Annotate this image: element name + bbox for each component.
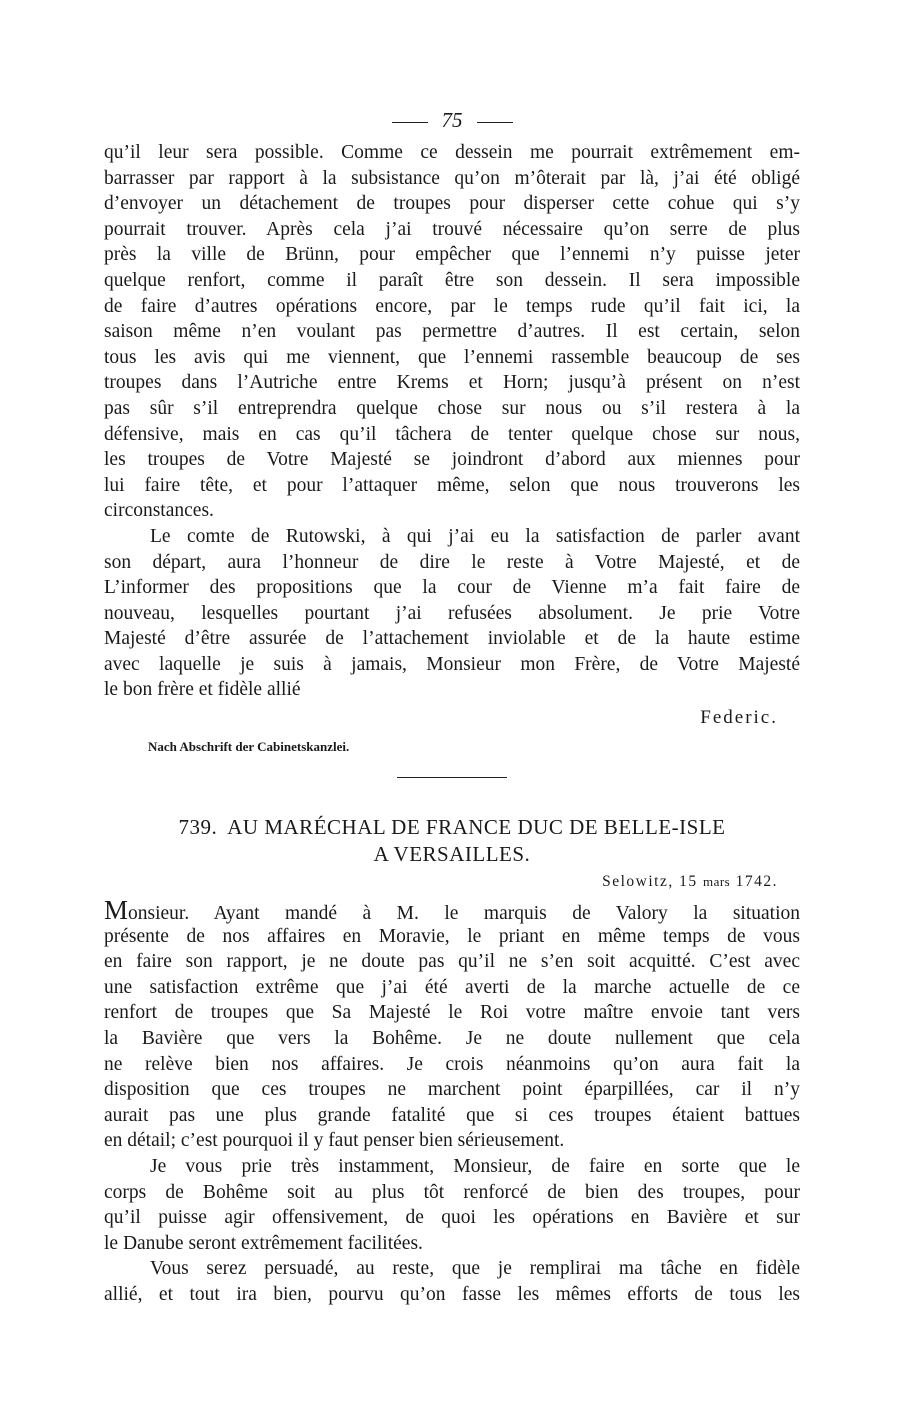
header-dash-left <box>392 122 428 123</box>
letter-number: 739. <box>178 815 218 840</box>
text-line: disposition que ces troupes ne marchent point éparpillées, car il n’y <box>104 1079 800 1101</box>
text-line: corps de Bohême soit au plus tôt renforcé de bien des troupes, pour <box>104 1181 800 1203</box>
text-line: Vous serez persuadé, au reste, que je remplirai ma tâche en fidèle <box>150 1258 800 1280</box>
text-line: tous les avis qui me viennent, que l’ennemi rassemble beaucoup de ses <box>104 346 800 368</box>
text-line: Je vous prie très instamment, Monsieur, de faire en sorte que le <box>150 1156 800 1177</box>
drop-cap: M <box>104 895 129 926</box>
text-line: en faire son rapport, je ne doute pas qu’il ne s’en soit acquitté. C’est avec <box>104 951 800 973</box>
text-line: qu’il puisse agir offensivement, de quoi les opérations en Bavière et sur <box>104 1207 800 1229</box>
text-line: L’informer des propositions que la cour de Vienne m’a fait faire de <box>104 577 800 599</box>
text-line: pourrait trouver. Après cela j’ai trouvé nécessaire qu’on serre de plus <box>104 218 800 240</box>
text-line: qu’il leur sera possible. Comme ce dessein me pourrait extrêmement em- <box>104 142 800 163</box>
text-line: avec laquelle je suis à jamais, Monsieur mon Frère, de Votre Majesté <box>104 653 800 675</box>
text-line: allié, et tout ira bien, pourvu qu’on fasse les mêmes efforts de tous les <box>104 1283 800 1305</box>
text-line: le bon frère et fidèle allié <box>104 679 301 701</box>
text-line: les troupes de Votre Majesté se joindront d’abord aux miennes pour <box>104 449 800 471</box>
text-line: d’envoyer un détachement de troupes pour disperser cette cohue qui s’y <box>104 193 800 215</box>
text-line: présente de nos affaires en Moravie, le priant en même temps de vous <box>104 925 800 947</box>
letter-closing-paragraph <box>104 524 800 703</box>
text-line: Majesté d’être assurée de l’attachement inviolable et de la haute estime <box>104 628 800 650</box>
heading-line-2: A VERSAILLES. <box>373 842 531 867</box>
text-line: ne relève bien nos affaires. Je crois néanmoins qu’on aura fait la <box>104 1053 800 1075</box>
dateline <box>104 868 800 898</box>
text-line: quelque renfort, comme il paraît être son dessein. Il sera impossible <box>104 269 800 291</box>
letter-paragraph-1 <box>104 924 800 1154</box>
text-line: son départ, aura l’honneur de dire le reste à Votre Majesté, et de <box>104 551 800 573</box>
page-header <box>104 100 800 140</box>
heading-line-1 <box>104 814 800 841</box>
text-line: Le comte de Rutowski, à qui j’ai eu la satisfaction de parler avant <box>150 525 800 547</box>
text-line: près la ville de Brünn, pour empêcher que l’ennemi n’y puisse jeter <box>104 244 800 266</box>
section-divider <box>397 777 507 778</box>
date-place: Selowitz, 15 <box>602 873 698 891</box>
text-line: une satisfaction extrême que j’ai été averti de la marche actuelle de ce <box>104 976 800 998</box>
text-line: barrasser par rapport à la subsistance qu’on m’ôterait par là, j’ai été obligé <box>104 167 800 189</box>
first-line-text: onsieur. Ayant mandé à M. le marquis de Valory la situation <box>128 903 800 925</box>
text-line: renfort de troupes que Sa Majesté le Roi votre maître envoie tant vers <box>104 1002 800 1024</box>
text-line: de faire d’autres opérations encore, par le temps rude qu’il fait ici, la <box>104 295 800 317</box>
text-line: la Bavière que vers la Bohême. Je ne doute nullement que cela <box>104 1028 800 1050</box>
text-line <box>104 895 800 926</box>
text-line: lui faire tête, et pour l’attaquer même, selon que nous trouverons les <box>104 474 800 496</box>
date-year: 1742. <box>735 873 778 891</box>
page-number: 75 <box>441 108 463 132</box>
header-dash-right <box>477 122 513 123</box>
letter-body-continued <box>104 140 800 524</box>
text-line: aurait pas une plus grande fatalité que si ces troupes étaient battues <box>104 1104 800 1126</box>
text-line: saison même n’en voulant pas permettre d’autres. Il est certain, selon <box>104 321 800 343</box>
text-line: pas sûr s’il entreprendra quelque chose sur nous ou s’il restera à la <box>104 397 800 419</box>
letter-paragraph-3 <box>104 1256 800 1307</box>
source-note: Nach Abschrift der Cabinetskanzlei. <box>148 739 350 755</box>
text-line: nouveau, lesquelles pourtant j’ai refusées absolument. Je prie Votre <box>104 602 800 624</box>
text-line: en détail; c’est pourquoi il y faut penser bien sérieusement. <box>104 1130 565 1152</box>
text-line: troupes dans l’Autriche entre Krems et Horn; jusqu’à présent on n’est <box>104 372 800 394</box>
letter-heading <box>104 814 800 868</box>
signature: Federic. <box>700 707 778 729</box>
text-line: le Danube seront extrêmement facilitées. <box>104 1232 423 1254</box>
letter-paragraph-2 <box>104 1154 800 1256</box>
recipient: AU MARÉCHAL DE FRANCE DUC DE BELLE-ISLE <box>227 815 726 840</box>
page <box>104 100 800 1308</box>
text-line: circonstances. <box>104 500 214 522</box>
date-month: mars <box>702 874 731 890</box>
text-line: défensive, mais en cas qu’il tâchera de tenter quelque chose sur nous, <box>104 423 800 445</box>
